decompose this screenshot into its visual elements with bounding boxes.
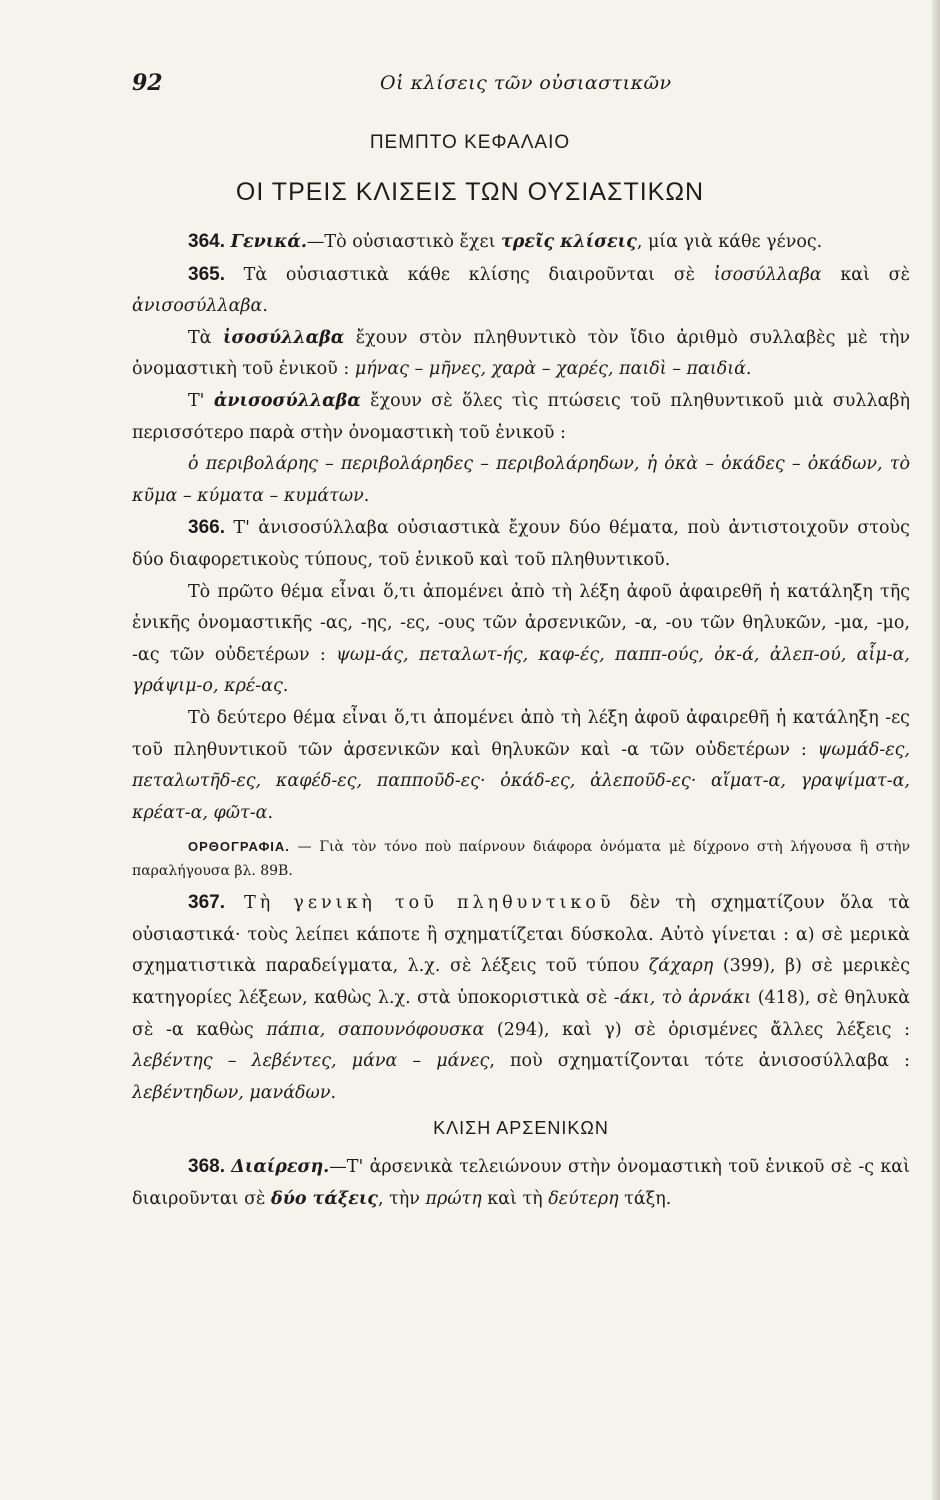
text-run: ἔχουν σὲ ὅλες τὶς πτώσεις τοῦ πληθυντικοῦ μιὰ συλλαβὴ περισσότερο παρὰ στὴν ὀνομαστικὴ τοῦ ἑνικοῦ : bbox=[132, 390, 910, 443]
section-number: 368. bbox=[188, 1156, 225, 1178]
page-edge bbox=[932, 0, 940, 1500]
text-run: . bbox=[745, 359, 752, 380]
paragraph-365 bbox=[132, 259, 910, 323]
chapter-label: ΠΕΜΠΤΟ ΚΕΦΑΛΑΙΟ bbox=[369, 132, 571, 153]
text-run: — Γιὰ τὸν τόνο ποὺ παίρνουν διάφορα ὀνόματα μὲ δίχρονο στὴ λήγουσα ἢ στὴν παραλήγουσα βλ. 89Β. bbox=[132, 839, 910, 880]
paragraph-364 bbox=[132, 226, 910, 259]
section-number: 367. bbox=[188, 892, 225, 914]
text-run: , ποὺ σχηματίζονται τότε ἀνισοσύλλαβα : bbox=[489, 1051, 910, 1072]
orthography-label: ΟΡΘΟΓΡΑΦΙΑ. bbox=[188, 839, 290, 855]
page-number: 92 bbox=[132, 70, 163, 96]
text-run: —Τὸ οὐσιαστικὸ ἔχει bbox=[306, 232, 502, 252]
text-run: Τὸ δεύτερο θέμα εἶναι ὅ,τι ἀπομένει ἀπὸ τὴ λέξη ἀφοῦ ἀφαιρεθῆ ἡ κατάληξη -ες τοῦ πληθυντικοῦ τῶν ἀρσενικῶν καὶ θηλυκῶν καὶ -α τῶν οὐδετέρων : bbox=[132, 707, 910, 760]
text-run: . bbox=[330, 1082, 337, 1103]
emphasis-run: ἰσοσύλλαβα bbox=[713, 264, 822, 285]
paragraph-368 bbox=[132, 1151, 910, 1215]
text-run: (399), β) σὲ μερικὲς κατηγορίες λέξεων, καθὼς λ.χ. στὰ ὑποκοριστικὰ σὲ bbox=[132, 956, 910, 1009]
text-run: Τ' ἀνισοσύλλαβα οὐσιαστικὰ ἔχουν δύο θέματα, ποὺ ἀντιστοιχοῦν στοὺς δύο διαφορετικοὺς τύπους, τοῦ ἑνικοῦ καὶ τοῦ πληθυντικοῦ. bbox=[132, 518, 910, 570]
text-run: καὶ τὴ bbox=[481, 1188, 549, 1209]
emphasis-run: πάπια, σαπουνόφουσκα bbox=[266, 1019, 485, 1040]
emphasis-run: λεβέντηδων, μανάδων bbox=[132, 1082, 331, 1103]
text-run: . bbox=[363, 485, 370, 506]
running-head: Οἱ κλίσεις τῶν οὐσιαστικῶν bbox=[380, 72, 672, 94]
emphasis-run: -άκι, τὸ ἀρνάκι bbox=[613, 988, 752, 1009]
section-number: 364. bbox=[188, 231, 225, 252]
orthography-note bbox=[132, 835, 910, 883]
text-run: Τ' bbox=[188, 390, 214, 411]
spaced-run: Τὴ γενικὴ τοῦ πληθυντικοῦ bbox=[224, 893, 615, 914]
emphasis-run: δεύτερη bbox=[548, 1188, 619, 1209]
emphasis-run: δύο τάξεις bbox=[271, 1188, 378, 1209]
section-heading: Διαίρεση. bbox=[231, 1157, 330, 1178]
text-run: . bbox=[262, 296, 268, 317]
emphasis-run: ὁ περιβολάρης – περιβολάρηδες – περιβολάρηδων, ἡ ὀκὰ – ὀκάδες – ὀκάδων, τὸ κῦμα – κύματα – κυμάτων bbox=[132, 454, 910, 506]
emphasis-run: πρώτη bbox=[425, 1188, 482, 1209]
emphasis-run: τρεῖς κλίσεις bbox=[501, 232, 637, 252]
text-run: (418), σὲ θηλυκὰ σὲ -α καθὼς bbox=[132, 988, 911, 1040]
emphasis-run: ἀνισοσύλλαβα bbox=[213, 390, 361, 411]
emphasis-run: λεβέντης – λεβέντες, μάνα – μάνες bbox=[132, 1051, 490, 1072]
emphasis-run: μήνας – μῆνες, χαρὰ – χαρές, παιδὶ – παιδιά bbox=[354, 359, 746, 380]
text-run: . bbox=[267, 802, 274, 823]
paragraph-365-isosyllabic bbox=[132, 323, 910, 386]
body-text bbox=[132, 226, 910, 1215]
paragraph-365-anisosyllabic bbox=[132, 386, 910, 449]
text-run: —Τ' ἀρσενικὰ τελειώνουν στὴν ὀνομαστικὴ τοῦ ἑνικοῦ σὲ -ς καὶ διαιροῦνται σὲ bbox=[132, 1157, 910, 1209]
emphasis-run: ἀνισοσύλλαβα bbox=[132, 296, 263, 317]
text-run: , μία γιὰ κάθε γένος. bbox=[636, 232, 823, 252]
text-run: τάξη. bbox=[618, 1188, 672, 1209]
paragraph-367 bbox=[132, 887, 910, 1109]
text-run: , τὴν bbox=[377, 1188, 426, 1209]
section-heading: Γενικά. bbox=[230, 232, 307, 252]
chapter-title: ΟΙ ΤΡΕΙΣ ΚΛΙΣΕΙΣ ΤΩΝ ΟΥΣΙΑΣΤΙΚΩΝ bbox=[235, 178, 705, 206]
paragraph-365-examples bbox=[132, 449, 910, 512]
emphasis-run: ἰσοσύλλαβα bbox=[223, 327, 345, 348]
text-run: ἔχουν στὸν πληθυντικὸ τὸν ἴδιο ἀριθμὸ συλλαβὲς μὲ τὴν ὀνομαστικὴ τοῦ ἑνικοῦ : bbox=[132, 327, 911, 380]
emphasis-run: ψωμ-άς, πεταλωτ-ής, καφ-ές, παππ-ούς, ὀκ-ά, ἀλεπ-ού, αἷμ-α, γράψιμ-ο, κρέ-ας bbox=[132, 644, 910, 697]
text-run: Τὰ bbox=[188, 327, 224, 348]
paragraph-366-first-stem bbox=[132, 577, 910, 703]
paragraph-366-second-stem bbox=[132, 703, 910, 829]
text-run: Τὰ οὐσιαστικὰ κάθε κλίσης διαιροῦνται σὲ bbox=[224, 264, 714, 285]
text-run: (294), καὶ γ) σὲ ὁρισμένες ἄλλες λέξεις : bbox=[484, 1019, 910, 1040]
text-run: Τὸ πρῶτο θέμα εἶναι ὅ,τι ἀπομένει ἀπὸ τὴ λέξη ἀφοῦ ἀφαιρεθῆ ἡ κατάληξη τῆς ἑνικῆς ὀνομαστικῆς -ας, -ης, -ες, -ους τῶν ἀρσενικῶν, -α, -ου τῶν θηλυκῶν, -μα, -μο, -ας τῶν οὐδετέρων : bbox=[132, 581, 910, 665]
text-run: . bbox=[282, 676, 289, 697]
emphasis-run: ψωμάδ-ες, πεταλωτῆδ-ες, καφέδ-ες, παπποῦδ-ες· ὀκάδ-ες, ἀλεποῦδ-ες· αἵματ-α, γραψίματ-α, κρέατ-α, φῶτ-α bbox=[132, 739, 910, 823]
text-run: δὲν τὴ σχηματίζουν ὅλα τὰ οὐσιαστικά· τοὺς λείπει κάποτε ἢ σχηματίζεται δύσκολα. Αὐτὸ γίνεται : α) σὲ μερικὰ σχηματιστικὰ παραδείγματα, λ.χ. σὲ λέξεις τοῦ τύπου bbox=[132, 893, 910, 977]
section-number: 365. bbox=[188, 263, 225, 285]
paragraph-366 bbox=[132, 512, 910, 576]
section-number: 366. bbox=[188, 517, 225, 539]
emphasis-run: ζάχαρη bbox=[648, 956, 714, 977]
page-header bbox=[132, 70, 892, 104]
subheading: ΚΛΙΣΗ ΑΡΣΕΝΙΚΩΝ bbox=[433, 1118, 609, 1139]
text-run: καὶ σὲ bbox=[821, 264, 910, 285]
